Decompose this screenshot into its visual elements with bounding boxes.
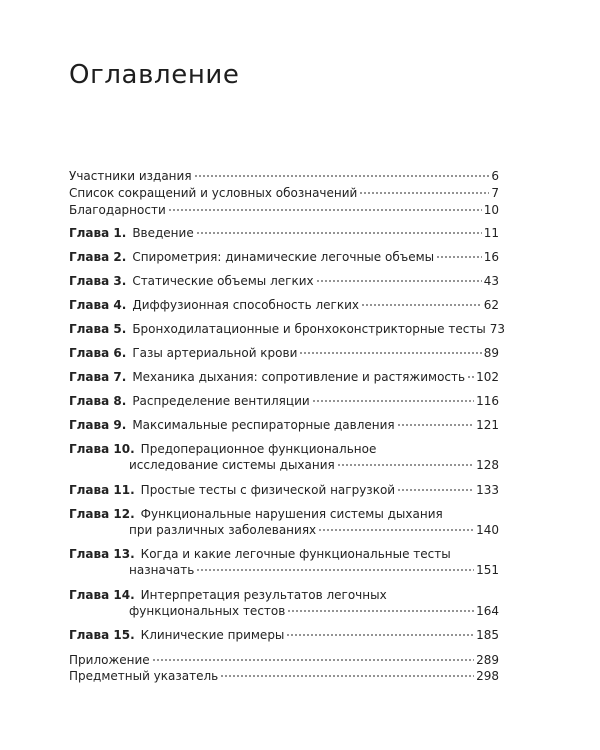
toc-entry-appendix[interactable]	[69, 652, 499, 668]
toc-page-number: 6	[491, 169, 499, 183]
dot-leader	[286, 634, 474, 636]
chapter-label: Глава 2.	[69, 250, 127, 264]
chapter-label: Глава 7.	[69, 370, 127, 384]
dot-leader	[397, 489, 474, 491]
dot-leader	[196, 232, 482, 234]
toc-chapter-12[interactable]	[69, 506, 499, 538]
toc-entry-label: Список сокращений и условных обозначений	[69, 186, 358, 200]
toc-page-number: 11	[483, 226, 499, 240]
chapter-title: Газы артериальной крови	[132, 346, 298, 360]
chapter-label: Глава 10.	[69, 442, 135, 456]
toc-page-number: 140	[476, 523, 499, 537]
dot-leader	[359, 192, 489, 194]
chapter-title: Бронходилатационные и бронхоконстрикторные тесты	[132, 322, 486, 336]
chapter-title-continued: исследование системы дыхания	[129, 458, 335, 472]
toc-page-number: 116	[476, 394, 499, 408]
toc-entry-label: Предметный указатель	[69, 669, 219, 683]
chapter-title: Механика дыхания: сопротивление и растяжимость	[132, 370, 466, 384]
chapter-title: Диффузионная способность легких	[132, 298, 359, 312]
toc-entry-label: Благодарности	[69, 203, 166, 217]
chapter-title: Распределение вентиляции	[132, 394, 310, 408]
toc-page-number: 185	[476, 628, 499, 642]
dot-leader	[467, 376, 474, 378]
toc-entry-contributors[interactable]	[69, 168, 499, 184]
toc-page-number: 164	[476, 604, 499, 618]
dot-leader	[318, 529, 474, 531]
chapter-label: Глава 6.	[69, 346, 127, 360]
toc-chapter-14[interactable]	[69, 587, 499, 619]
toc-page-number: 73	[489, 322, 506, 336]
chapter-title: Спирометрия: динамические легочные объемы	[132, 250, 435, 264]
toc-page-number: 10	[483, 203, 499, 217]
dot-leader	[436, 256, 482, 258]
toc-chapter-3[interactable]	[69, 273, 499, 289]
chapter-label: Глава 5.	[69, 322, 127, 336]
toc-page-number: 298	[476, 669, 499, 683]
chapter-title: Статические объемы легких	[132, 274, 314, 288]
dot-leader	[299, 352, 481, 354]
chapter-title: Максимальные респираторные давления	[132, 418, 395, 432]
chapter-title: Простые тесты с физической нагрузкой	[140, 483, 396, 497]
toc-page-number: 7	[491, 186, 499, 200]
chapter-title-continued: функциональных тестов	[129, 604, 286, 618]
toc-page-number: 133	[476, 483, 499, 497]
toc-chapter-1[interactable]	[69, 225, 499, 241]
toc-entry-label: Приложение	[69, 653, 150, 667]
chapter-title: Клинические примеры	[140, 628, 285, 642]
chapter-label: Глава 13.	[69, 547, 135, 561]
toc-chapter-6[interactable]	[69, 345, 499, 361]
chapter-label: Глава 9.	[69, 418, 127, 432]
toc-chapter-7[interactable]	[69, 369, 499, 385]
toc-page-number: 16	[483, 250, 499, 264]
chapter-title-continued: при различных заболеваниях	[129, 523, 317, 537]
dot-leader	[316, 280, 482, 282]
chapter-title: Введение	[132, 226, 194, 240]
chapter-label: Глава 4.	[69, 298, 127, 312]
dot-leader	[220, 675, 474, 677]
dot-leader	[337, 464, 474, 466]
toc-page-number: 121	[476, 418, 499, 432]
dot-leader	[397, 424, 474, 426]
toc-entry-abbreviations[interactable]	[69, 185, 499, 201]
toc-page-number: 151	[476, 563, 499, 577]
dot-leader	[196, 569, 474, 571]
toc-chapter-8[interactable]	[69, 393, 499, 409]
chapter-label: Глава 1.	[69, 226, 127, 240]
chapter-label: Глава 14.	[69, 588, 135, 602]
toc-entry-acknowledgements[interactable]	[69, 202, 499, 218]
toc-entry-label: Участники издания	[69, 169, 192, 183]
chapter-title: Предоперационное функциональное	[140, 442, 377, 456]
toc-chapter-2[interactable]	[69, 249, 499, 265]
toc-chapter-13[interactable]	[69, 546, 499, 578]
chapter-label: Глава 11.	[69, 483, 135, 497]
chapter-title: Когда и какие легочные функциональные тесты	[140, 547, 451, 561]
chapter-label: Глава 3.	[69, 274, 127, 288]
dot-leader	[361, 304, 482, 306]
dot-leader	[312, 400, 474, 402]
dot-leader	[287, 610, 474, 612]
dot-leader	[152, 659, 474, 661]
toc-chapter-5[interactable]	[69, 321, 506, 337]
chapter-label: Глава 8.	[69, 394, 127, 408]
toc-chapter-11[interactable]	[69, 482, 499, 498]
toc-chapter-15[interactable]	[69, 627, 499, 643]
toc-page-number: 128	[476, 458, 499, 472]
chapter-title-continued: назначать	[129, 563, 195, 577]
toc-chapter-9[interactable]	[69, 417, 499, 433]
toc-page-number: 289	[476, 653, 499, 667]
toc-entry-subject-index[interactable]	[69, 668, 499, 684]
chapter-label: Глава 15.	[69, 628, 135, 642]
toc-chapter-4[interactable]	[69, 297, 499, 313]
dot-leader	[168, 209, 482, 211]
chapter-title: Интерпретация результатов легочных	[140, 588, 387, 602]
toc-page-number: 89	[483, 346, 499, 360]
toc-chapter-10[interactable]	[69, 441, 499, 473]
dot-leader	[194, 175, 490, 177]
chapter-label: Глава 12.	[69, 507, 135, 521]
page-title: Оглавление	[69, 60, 240, 90]
toc-page-number: 62	[483, 298, 499, 312]
chapter-title: Функциональные нарушения системы дыхания	[140, 507, 443, 521]
toc-page-number: 102	[476, 370, 499, 384]
toc-page-number: 43	[483, 274, 499, 288]
